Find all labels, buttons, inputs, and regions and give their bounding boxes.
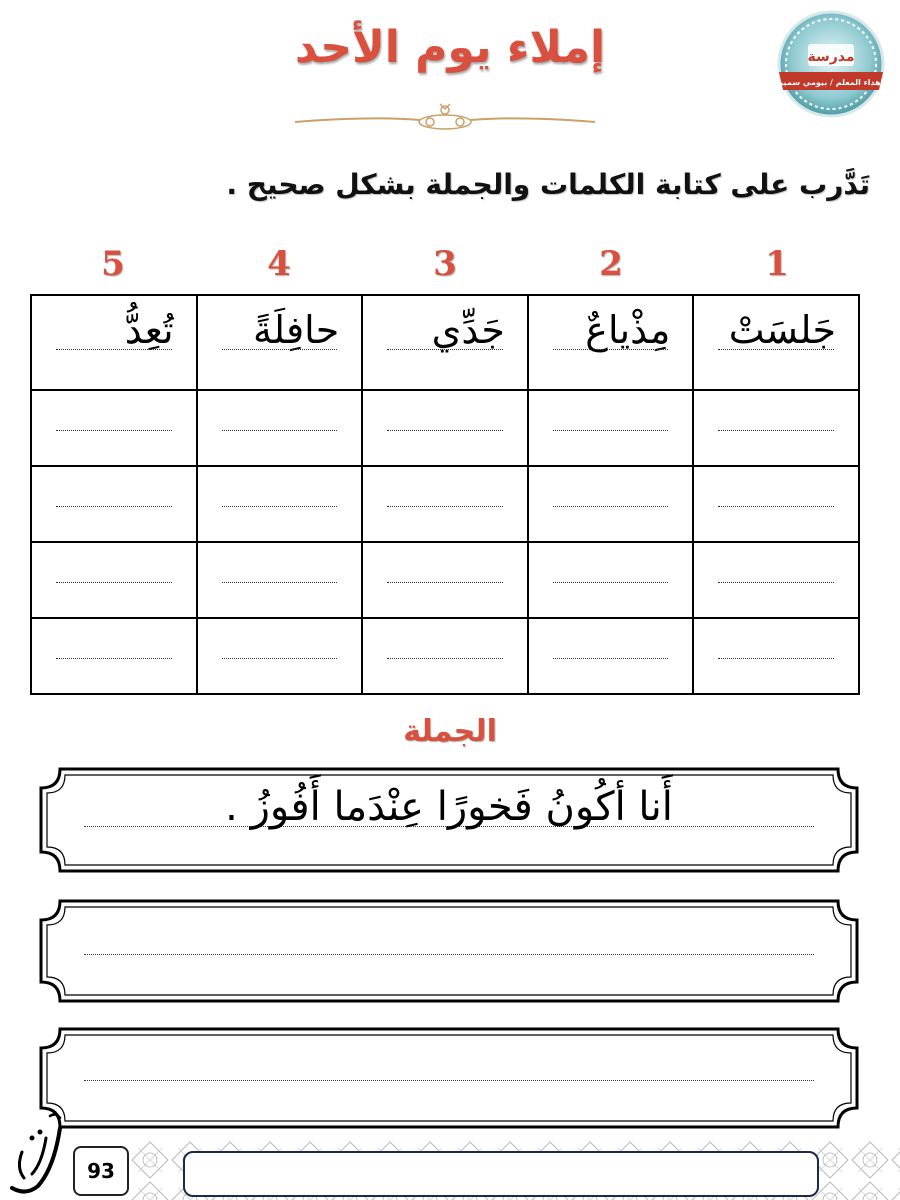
dictation-word: مِذْياعٌ xyxy=(585,308,671,352)
frame-border xyxy=(38,1026,860,1130)
dictation-word: جَلسَتْ xyxy=(728,308,836,352)
column-number: 3 xyxy=(433,244,457,284)
logo-caption: إهداء المعلم / بيومي سمير xyxy=(778,78,884,87)
dictation-sentence: أَنا أكُونُ فَخورًا عِنْدَما أَفُوزُ . xyxy=(225,784,673,830)
word-cell xyxy=(197,295,363,390)
writing-line[interactable] xyxy=(718,506,834,507)
sentence-heading: الجملة xyxy=(403,714,497,749)
word-cell xyxy=(693,295,859,390)
writing-line[interactable] xyxy=(56,349,172,350)
practice-cell xyxy=(362,618,528,694)
practice-cell xyxy=(31,390,197,466)
practice-row xyxy=(31,466,859,542)
practice-cell xyxy=(528,542,694,618)
writing-line[interactable] xyxy=(387,430,503,431)
instruction-text: تَدَّرب على كتابة الكلمات والجملة بشكل صحيح . xyxy=(226,168,870,201)
writing-line[interactable] xyxy=(718,430,834,431)
column-number: 2 xyxy=(599,244,623,284)
writing-line[interactable] xyxy=(56,506,172,507)
writing-line[interactable] xyxy=(553,658,669,659)
practice-cell xyxy=(528,466,694,542)
word-row xyxy=(31,295,859,390)
column-number: 1 xyxy=(765,244,789,284)
practice-cell xyxy=(528,390,694,466)
writing-line[interactable] xyxy=(222,582,338,583)
writing-line[interactable] xyxy=(222,506,338,507)
writing-line[interactable] xyxy=(553,506,669,507)
writing-line[interactable] xyxy=(56,582,172,583)
writing-line[interactable] xyxy=(387,582,503,583)
practice-cell xyxy=(31,618,197,694)
writing-line[interactable] xyxy=(718,349,834,350)
writing-line[interactable] xyxy=(56,430,172,431)
practice-cell xyxy=(197,466,363,542)
practice-cell xyxy=(197,542,363,618)
logo-badge xyxy=(775,8,887,120)
writing-line[interactable] xyxy=(553,582,669,583)
sentence-frame xyxy=(38,766,860,874)
writing-line[interactable] xyxy=(718,582,834,583)
writing-line[interactable] xyxy=(387,658,503,659)
practice-cell xyxy=(31,542,197,618)
practice-cell xyxy=(693,390,859,466)
writing-line[interactable] xyxy=(553,349,669,350)
practice-cell xyxy=(693,466,859,542)
practice-cell xyxy=(31,466,197,542)
column-number: 5 xyxy=(101,244,125,284)
practice-row xyxy=(31,618,859,694)
practice-cell xyxy=(197,618,363,694)
page-title: إملاء يوم الأحد xyxy=(294,22,606,73)
practice-cell xyxy=(528,618,694,694)
page-number: 93 xyxy=(73,1146,129,1196)
writing-line[interactable] xyxy=(387,506,503,507)
footer-box xyxy=(183,1151,819,1197)
svg-text:مدرسة: مدرسة xyxy=(807,49,855,65)
frame-border xyxy=(38,898,860,1004)
writing-line[interactable] xyxy=(84,1080,814,1081)
word-cell xyxy=(528,295,694,390)
practice-cell xyxy=(362,542,528,618)
calligraphy-mark xyxy=(2,1108,72,1198)
writing-line[interactable] xyxy=(222,349,338,350)
word-practice-grid xyxy=(30,294,860,695)
practice-cell xyxy=(693,542,859,618)
writing-frame xyxy=(38,898,860,1004)
column-number: 4 xyxy=(267,244,291,284)
writing-frame xyxy=(38,1026,860,1130)
writing-line[interactable] xyxy=(553,430,669,431)
writing-line[interactable] xyxy=(222,430,338,431)
practice-row xyxy=(31,542,859,618)
dictation-word: تُعِدُّ xyxy=(124,308,174,352)
practice-cell xyxy=(197,390,363,466)
writing-line[interactable] xyxy=(718,658,834,659)
dictation-word: حافِلَةً xyxy=(253,308,340,352)
dictation-word: جَدِّي xyxy=(431,308,505,352)
title-ornament xyxy=(290,100,600,134)
practice-cell xyxy=(362,390,528,466)
word-cell xyxy=(31,295,197,390)
practice-cell xyxy=(693,618,859,694)
column-numbers xyxy=(30,244,860,288)
word-cell xyxy=(362,295,528,390)
practice-row xyxy=(31,390,859,466)
practice-cell xyxy=(362,466,528,542)
writing-line[interactable] xyxy=(56,658,172,659)
writing-line[interactable] xyxy=(222,658,338,659)
writing-line[interactable] xyxy=(84,954,814,955)
writing-line[interactable] xyxy=(387,349,503,350)
